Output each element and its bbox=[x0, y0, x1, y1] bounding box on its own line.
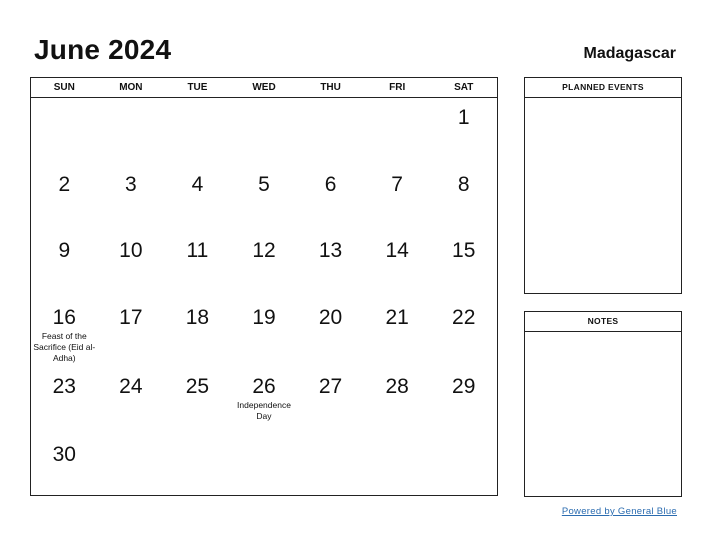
day-cell bbox=[364, 434, 431, 496]
weekday-header bbox=[31, 78, 497, 98]
weekday-label: WED bbox=[252, 82, 276, 93]
day-cell bbox=[231, 97, 298, 164]
day-number: 16 bbox=[52, 306, 76, 329]
day-number: 4 bbox=[191, 173, 204, 196]
day-cell bbox=[430, 97, 497, 164]
day-cell bbox=[98, 297, 165, 366]
day-number: 30 bbox=[52, 443, 76, 466]
day-number: 15 bbox=[452, 239, 476, 262]
notes-title: NOTES bbox=[525, 312, 681, 332]
day-number: 22 bbox=[452, 306, 476, 329]
day-cell bbox=[297, 434, 364, 496]
day-number: 26 bbox=[252, 375, 276, 398]
day-number: 18 bbox=[185, 306, 210, 329]
day-number: 29 bbox=[452, 375, 476, 398]
day-cell bbox=[164, 366, 231, 434]
day-number: 3 bbox=[125, 173, 137, 196]
day-number: 28 bbox=[385, 375, 409, 398]
day-cell bbox=[231, 297, 298, 366]
day-cell bbox=[364, 366, 431, 434]
day-cell bbox=[164, 97, 231, 164]
day-number: 23 bbox=[52, 375, 76, 398]
day-number: 13 bbox=[318, 239, 343, 262]
day-cell bbox=[430, 366, 497, 434]
day-grid bbox=[31, 97, 497, 496]
country-name: Madagascar bbox=[583, 45, 676, 62]
day-cell bbox=[31, 164, 98, 230]
day-number: 19 bbox=[252, 306, 276, 329]
planned-events-box bbox=[524, 77, 682, 294]
day-cell bbox=[98, 230, 165, 297]
day-cell bbox=[164, 297, 231, 366]
weekday-label: THU bbox=[320, 82, 341, 93]
day-number: 7 bbox=[391, 173, 403, 196]
weekday-label: SAT bbox=[454, 82, 474, 93]
day-number: 5 bbox=[258, 173, 270, 196]
day-number: 14 bbox=[385, 239, 409, 262]
day-number: 11 bbox=[186, 239, 209, 262]
day-number: 1 bbox=[457, 106, 470, 129]
day-cell bbox=[364, 297, 431, 366]
day-cell bbox=[430, 434, 497, 496]
day-cell bbox=[297, 230, 364, 297]
day-cell bbox=[31, 434, 98, 496]
day-number: 17 bbox=[119, 306, 143, 329]
day-number: 25 bbox=[185, 375, 210, 398]
day-cell bbox=[297, 297, 364, 366]
day-cell bbox=[231, 164, 298, 230]
day-cell bbox=[231, 230, 298, 297]
day-number: 20 bbox=[318, 306, 343, 329]
day-cell bbox=[98, 434, 165, 496]
day-cell bbox=[164, 434, 231, 496]
day-cell bbox=[231, 434, 298, 496]
day-cell bbox=[98, 366, 165, 434]
day-cell bbox=[364, 230, 431, 297]
day-cell bbox=[164, 230, 231, 297]
day-number: 24 bbox=[119, 375, 143, 398]
day-cell bbox=[231, 366, 298, 434]
day-cell bbox=[430, 297, 497, 366]
day-number: 9 bbox=[58, 239, 71, 262]
day-cell bbox=[364, 164, 431, 230]
holiday-label: Independence Day bbox=[237, 400, 291, 421]
day-number: 21 bbox=[385, 306, 409, 329]
day-number: 10 bbox=[119, 239, 143, 262]
day-cell bbox=[297, 366, 364, 434]
day-number: 6 bbox=[324, 173, 337, 196]
day-number: 12 bbox=[252, 239, 276, 262]
day-cell bbox=[364, 97, 431, 164]
weekday-label: TUE bbox=[187, 82, 208, 93]
day-cell bbox=[430, 164, 497, 230]
planned-events-title: PLANNED EVENTS bbox=[525, 78, 681, 98]
day-cell bbox=[297, 97, 364, 164]
notes-box bbox=[524, 311, 682, 497]
day-cell bbox=[31, 97, 98, 164]
day-cell bbox=[430, 230, 497, 297]
weekday-label: MON bbox=[119, 82, 143, 93]
day-cell bbox=[164, 164, 231, 230]
day-number: 27 bbox=[318, 375, 343, 398]
page-title: June 2024 bbox=[34, 34, 172, 65]
day-cell bbox=[98, 97, 165, 164]
day-cell bbox=[31, 297, 98, 366]
holiday-label: Feast of the Sacrifice (Eid al-Adha) bbox=[33, 331, 96, 363]
weekday-label: SUN bbox=[53, 82, 75, 93]
day-cell bbox=[297, 164, 364, 230]
day-cell bbox=[31, 366, 98, 434]
day-cell bbox=[98, 164, 165, 230]
day-cell bbox=[31, 230, 98, 297]
day-number: 2 bbox=[58, 173, 71, 196]
weekday-label: FRI bbox=[389, 82, 406, 93]
powered-by-link[interactable]: Powered by General Blue bbox=[561, 506, 677, 517]
calendar-grid bbox=[30, 77, 498, 496]
day-number: 8 bbox=[457, 173, 470, 196]
